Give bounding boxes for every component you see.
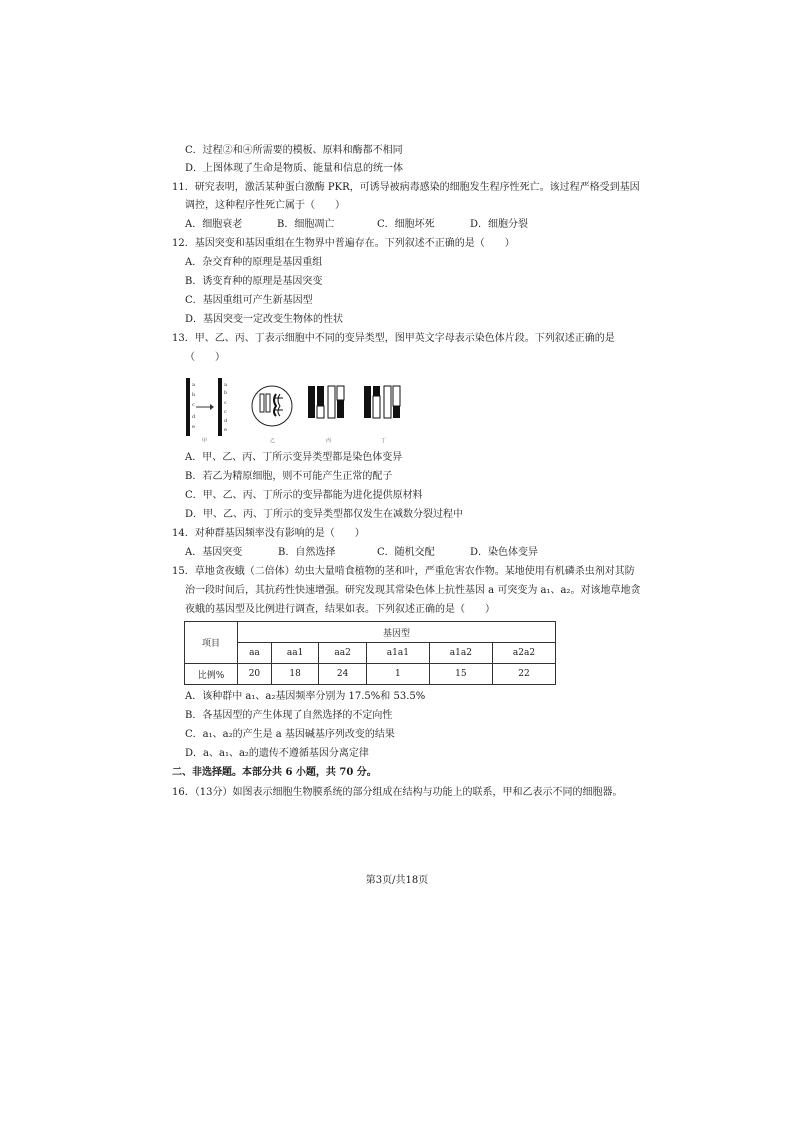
label-jia: 甲 [202, 438, 208, 444]
label-yi: 乙 [270, 438, 276, 444]
q13-option-d: D．甲、乙、丙、丁所示的变异类型都仅发生在减数分裂过程中 [185, 509, 464, 520]
chromosome-variation-figure [184, 376, 424, 444]
page-number: 第3页/共18页 [365, 875, 429, 886]
ratio-cell: 24 [319, 664, 366, 685]
q11-option-a: A．细胞衰老 [185, 219, 243, 230]
svg-text:e: e [224, 427, 227, 433]
ratio-cell: 20 [238, 664, 272, 685]
q13-option-c: C．甲、乙、丙、丁所示的变异都能为进化提供原材料 [185, 490, 423, 501]
svg-text:a: a [192, 382, 195, 388]
svg-text:c: c [224, 400, 227, 406]
label-bing: 丙 [326, 438, 332, 444]
ratio-label-cell: 比例% [185, 664, 238, 685]
q16-stem: 16．（13分）如图表示细胞生物膜系统的部分组成在结构与功能上的联系，甲和乙表示不同的细胞器。 [172, 787, 623, 798]
q14-option-c: C．随机交配 [377, 547, 435, 558]
q15-option-a: A．该种群中 a₁、a₂基因频率分别为 17.5%和 53.5% [185, 691, 426, 702]
q15-option-c: C．a₁、a₂的产生是 a 基因碱基序列改变的结果 [185, 729, 395, 740]
q15-stem-line2: 治一段时间后，其抗药性快速增强。研究发现其常染色体上抗性基因 a 可突变为 a₁、a₂。对该地草地贪 [185, 585, 641, 596]
ratio-cell: 15 [429, 664, 492, 685]
q12-stem: 12．基因突变和基因重组在生物界中普遍存在。下列叙述不正确的是（ ） [172, 238, 515, 249]
figure-bing [308, 386, 344, 444]
q10-option-d: D．上图体现了生命是物质、能量和信息的统一体 [185, 163, 404, 174]
q15-stem-line1: 15．草地贪夜蛾（二倍体）幼虫大量啃食植物的茎和叶，严重危害农作物。某地使用有机磷杀虫剂对其防 [172, 566, 635, 577]
q11-option-c: C．细胞坏死 [377, 219, 435, 230]
q10-option-c: C．过程②和④所需要的模板、原料和酶都不相同 [185, 145, 403, 156]
ratio-cell: 22 [492, 664, 555, 685]
q13-option-a: A．甲、乙、丙、丁所示变异类型都是染色体变异 [185, 452, 403, 463]
svg-text:e: e [192, 424, 195, 430]
table-row [185, 643, 556, 664]
genotype-cell: a1a1 [366, 643, 429, 664]
table-header-genotype: 基因型 [238, 622, 556, 643]
svg-text:b: b [192, 392, 196, 398]
q14-option-d: D．染色体变异 [470, 547, 539, 558]
genotype-cell: aa2 [319, 643, 366, 664]
q13-option-b: B．若乙为精原细胞，则不可能产生正常的配子 [185, 471, 393, 482]
q14-option-b: B．自然选择 [278, 547, 336, 558]
q12-option-c: C．基因重组可产生新基因型 [185, 295, 313, 306]
svg-text:c: c [224, 409, 227, 415]
genotype-cell: aa [238, 643, 272, 664]
ratio-cell: 1 [366, 664, 429, 685]
section-heading: 二、非选择题。本部分共 6 小题，共 70 分。 [172, 767, 377, 778]
q15-stem-line3: 夜蛾的基因型及比例进行调查，结果如表。下列叙述正确的是（ ） [185, 604, 495, 615]
q11-option-b: B．细胞凋亡 [277, 219, 335, 230]
q14-stem: 14．对种群基因频率没有影响的是（ ） [172, 528, 365, 539]
genotype-cell: a2a2 [492, 643, 555, 664]
table-row [185, 664, 556, 685]
figure-yi [252, 386, 292, 444]
q11-option-d: D．细胞分裂 [470, 219, 529, 230]
ratio-cell: 18 [271, 664, 318, 685]
table-header-item: 项目 [185, 622, 238, 664]
genotype-cell: a1a2 [429, 643, 492, 664]
svg-text:d: d [192, 414, 196, 420]
q15-option-d: D．a、a₁、a₂的遗传不遵循基因分离定律 [185, 748, 369, 759]
svg-text:c: c [192, 402, 195, 408]
q13-stem-line1: 13．甲、乙、丙、丁表示细胞中不同的变异类型，图甲英文字母表示染色体片段。下列叙述正确的是 [172, 333, 615, 344]
genotype-cell: aa1 [271, 643, 318, 664]
q12-option-b: B．诱变育种的原理是基因突变 [185, 276, 323, 287]
svg-text:b: b [224, 390, 228, 396]
q12-option-a: A．杂交育种的原理是基因重组 [185, 257, 323, 268]
q15-option-b: B．各基因型的产生体现了自然选择的不定向性 [185, 710, 393, 721]
q14-option-a: A．基因突变 [185, 547, 243, 558]
q12-option-d: D．基因突变一定改变生物体的性状 [185, 314, 344, 325]
q13-stem-line2: （ ） [185, 352, 225, 363]
svg-text:d: d [224, 418, 228, 424]
figure-jia [186, 378, 228, 444]
genotype-table [184, 621, 556, 685]
svg-text:a: a [224, 382, 227, 388]
figure-ding [364, 386, 400, 444]
label-ding: 丁 [381, 438, 387, 444]
q11-stem-line2: 调控，这种程序性死亡属于（ ） [185, 200, 345, 211]
q11-stem-line1: 11．研究表明，激活某种蛋白激酶 PKR，可诱导被病毒感染的细胞发生程序性死亡。该过程严格受到基因 [172, 182, 640, 193]
